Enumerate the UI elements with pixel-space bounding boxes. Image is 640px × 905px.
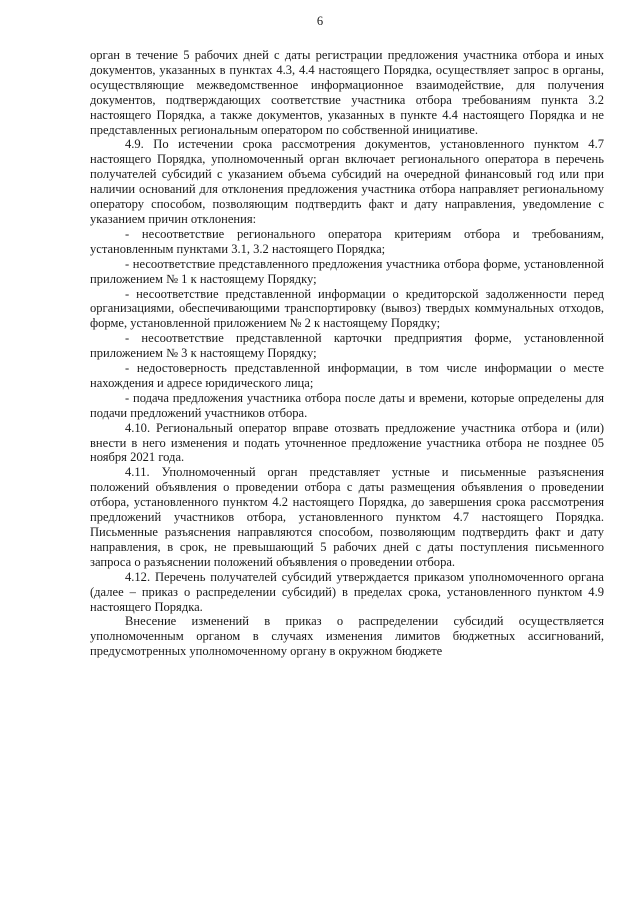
document-body [90,48,604,659]
list-item: - недостоверность представленной информации, в том числе информации о месте нахождения и адресе юридического лица; [90,361,604,390]
paragraph-4-10: 4.10. Региональный оператор вправе отозвать предложение участника отбора и (или) внести в него изменения и подать уточненное предложение участника отбора не позднее 05 ноября 2021 года. [90,420,604,465]
list-item: - несоответствие представленного предложения участника отбора форме, установленной приложением № 1 к настоящему Порядку; [90,256,604,286]
paragraph-4-11: 4.11. Уполномоченный орган представляет устные и письменные разъяснения положений объявления о проведении отбора с даты размещения объявления о проведении отбора, установленного пунктом 4.2 настоящего Порядка, до завершения срока рассмотрения предложений участников отбора, установленного пунктом 4.7 настоящего Порядка. Письменные разъяснения направляются способом, позволяющим подтвердить факт и дату направления, в срок, не превышающий 5 рабочих дней с даты поступления письменного запроса о разъяснении положений объявления о проведении отбора. [90,465,604,569]
paragraph-4-9: 4.9. По истечении срока рассмотрения документов, установленного пунктом 4.7 настоящего Порядка, уполномоченный орган включает регионального оператора в перечень получателей субсидий с указанием объема субсидий на очередной финансовый год или при наличии оснований для отклонения предложения участника отбора направляет региональному оператору способом, позволяющим подтвердить факт и дату направления, уведомление с указанием причин отклонения: [90,137,604,226]
list-item: - несоответствие регионального оператора критериям отбора и требованиям, установленным пунктами 3.1, 3.2 настоящего Порядка; [90,226,604,256]
paragraph-amendments: Внесение изменений в приказ о распределении субсидий осуществляется уполномоченным органом в случаях изменения лимитов бюджетных ассигнований, предусмотренных уполномоченному органу в окружном бюджете [90,614,604,659]
list-item: - подача предложения участника отбора после даты и времени, которые определены для подачи предложений участников отбора. [90,390,604,420]
list-item: - несоответствие представленной карточки предприятия форме, установленной приложением № 3 к настоящему Порядку; [90,331,604,361]
list-item: - несоответствие представленной информации о кредиторской задолженности перед организациями, обеспечивающими транспортировку (вывоз) твердых коммунальных отходов, форме, установленной приложением № 2 к настоящему Порядку; [90,286,604,331]
paragraph-continuation: орган в течение 5 рабочих дней с даты регистрации предложения участника отбора и иных документов, указанных в пунктах 4.3, 4.4 настоящего Порядка, осуществляет запрос в органы, осуществляющие межведомственное информационное взаимодействие, для получения документов, подтверждающих соответствие участника отбора требованиям пункта 3.2 настоящего Порядка, а также документов, указанных в пункте 4.4 настоящего Порядка и не представленных региональным оператором по собственной инициативе. [90,48,604,137]
page-number: 6 [316,14,324,28]
paragraph-4-12: 4.12. Перечень получателей субсидий утверждается приказом уполномоченного органа (далее – приказ о распределении субсидий) в пределах срока, установленного пунктом 4.9 настоящего Порядка. [90,569,604,614]
